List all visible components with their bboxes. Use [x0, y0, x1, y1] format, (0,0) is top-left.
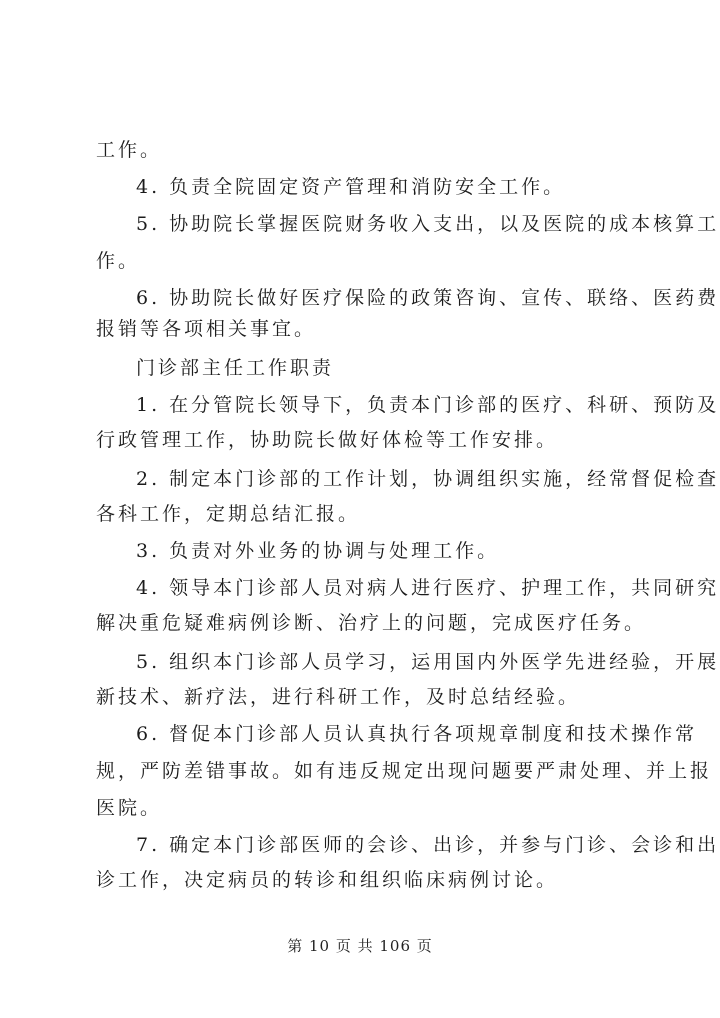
paragraph-10-line-0: 6. 督促本门诊部人员认真执行各项规章制度和技术操作常: [136, 723, 698, 745]
paragraph-11-line-0: 7. 确定本门诊部医师的会诊、出诊，并参与门诊、会诊和出: [136, 834, 720, 856]
paragraph-11-line-1: 诊工作，决定病员的转诊和组织临床病例讨论。: [96, 869, 559, 891]
paragraph-5-line-0: 1. 在分管院长领导下，负责本门诊部的医疗、科研、预防及: [136, 394, 720, 416]
paragraph-7-line-0: 3. 负责对外业务的协调与处理工作。: [136, 540, 500, 562]
paragraph-9-line-1: 新技术、新疗法，进行科研工作，及时总结经验。: [96, 686, 581, 708]
paragraph-3-line-0: 6. 协助院长做好医疗保险的政策咨询、宣传、联络、医药费: [136, 287, 720, 309]
paragraph-2-line-0: 5. 协助院长掌握医院财务收入支出，以及医院的成本核算工: [136, 213, 720, 235]
paragraph-6-line-1: 各科工作，定期总结汇报。: [96, 503, 361, 525]
paragraph-2-line-1: 作。: [96, 250, 141, 272]
paragraph-5-line-1: 行政管理工作，协助院长做好体检等工作安排。: [96, 429, 559, 451]
paragraph-9-line-0: 5. 组织本门诊部人员学习，运用国内外医学先进经验，开展: [136, 651, 720, 673]
paragraph-8-line-0: 4. 领导本门诊部人员对病人进行医疗、护理工作，共同研究: [136, 577, 720, 599]
paragraph-10-line-2: 医院。: [96, 797, 163, 819]
paragraph-1-line-0: 4. 负责全院固定资产管理和消防安全工作。: [136, 176, 566, 198]
paragraph-0-line-0: 工作。: [96, 139, 163, 161]
page-number-footer: 第 10 页 共 106 页: [287, 937, 433, 955]
paragraph-6-line-0: 2. 制定本门诊部的工作计划，协调组织实施，经常督促检查: [136, 468, 720, 490]
paragraph-8-line-1: 解决重危疑难病例诊断、治疗上的问题，完成医疗任务。: [96, 612, 647, 634]
paragraph-3-line-1: 报销等各项相关事宜。: [96, 318, 317, 340]
paragraph-10-line-1: 规，严防差错事故。如有违反规定出现问题要严肃处理、并上报: [96, 760, 713, 782]
section-heading: 门诊部主任工作职责: [136, 357, 335, 379]
